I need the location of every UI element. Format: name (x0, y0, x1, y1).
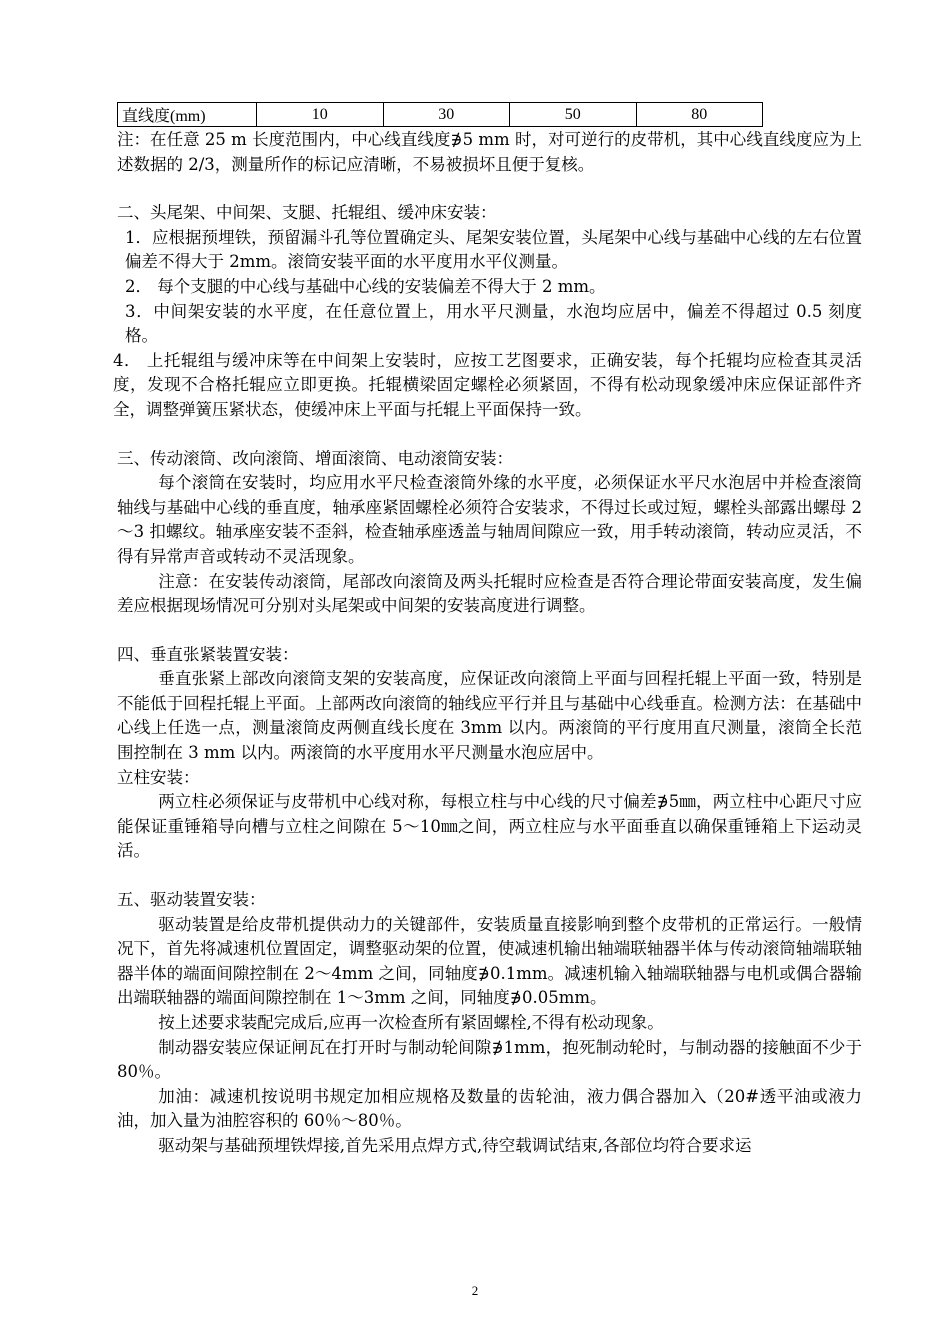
document-body (113, 128, 862, 1159)
paragraph: 垂直张紧上部改向滚筒支架的安装高度，应保证改向滚筒上平面与回程托辊上平面一致，特别是不能低于回程托辊上平面。上部两改向滚筒的轴线应平行并且与基础中心线垂直。检测方法：在基础中心线上任选一点，测量滚筒皮两侧直线长度在 3mm 以内。两滚筒的平行度用直尺测量，滚筒全长范围控制在 3 mm 以内。两滚筒的水平度用水平尺测量水泡应居中。 (117, 669, 862, 763)
paragraph: 注意：在安装传动滚筒，尾部改向滚筒及两头托辊时应检查是否符合理论带面安装高度，发生偏差应根据现场情况可分别对头尾架或中间架的安装高度进行调整。 (117, 571, 862, 616)
section-heading: 二、头尾架、中间架、支腿、托辊组、缓冲床安装： (117, 203, 497, 223)
paragraph: 4． 上托辊组与缓冲床等在中间架上安装时，应按工艺图要求，正确安装，每个托辊均应检查其灵活度，发现不合格托辊应立即更换。托辊横梁固定螺栓必须紧固，不得有松动现象缓冲床应保证部件齐全，调整弹簧压紧状态，使缓冲床上平面与托辊上平面保持一致。 (113, 350, 862, 419)
paragraph: 驱动架与基础预埋铁焊接,首先采用点焊方式,待空载调试结束,各部位均符合要求运 (158, 1135, 752, 1155)
table-cell: 80 (636, 103, 763, 127)
paragraph: 每个滚筒在安装时，均应用水平尺检查滚筒外缘的水平度，必须保证水平尺水泡居中并检查滚筒轴线与基础中心线的垂直度，轴承座紧固螺栓必须符合安装求，不得过长或过短，螺栓头部露出螺母 2～3 扣螺纹。轴承座安装不歪斜，检查轴承座透盖与轴周间隙应一致，用手转动滚筒，转动应灵活，不得有异常声音或转动不灵活现象。 (117, 473, 862, 566)
page-number: 2 (471, 1283, 479, 1298)
paragraph: 2． 每个支腿的中心线与基础中心线的安装偏差不得大于 2 mm。 (125, 276, 606, 296)
paragraph: 1．应根据预埋铁，预留漏斗孔等位置确定头、尾架安装位置，头尾架中心线与基础中心线的左右位置偏差不得大于 2mm。滚筒安装平面的水平度用水平仪测量。 (125, 227, 862, 272)
paragraph: 按上述要求装配完成后,应再一次检查所有紧固螺栓,不得有松动现象。 (158, 1013, 664, 1032)
table-cell: 10 (257, 103, 384, 127)
table-row (118, 103, 763, 127)
paragraph: 3．中间架安装的水平度，在任意位置上，用水平尺测量，水泡均应居中，偏差不得超过 0.5 刻度格。 (125, 301, 862, 346)
table-cell: 50 (510, 103, 637, 127)
note-paragraph: 注：在任意 25 m 长度范围内，中心线直线度∌5 mm 时，对可逆行的皮带机，其中心线直线度应为上述数据的 2/3，测量所作的标记应清晰，不易被损坏且便于复核。 (117, 130, 862, 174)
straightness-table (117, 102, 763, 127)
paragraph: 驱动装置是给皮带机提供动力的关键部件，安装质量直接影响到整个皮带机的正常运行。一般情况下，首先将减速机位置固定，调整驱动架的位置，使减速机输出轴端联轴器半体与传动滚筒轴端联轴器半体的端面间隙控制在 2～4mm 之间，同轴度∌0.1mm。减速机输入轴端联轴器与电机或偶合器输出端联轴器的端面间隙控制在 1～3mm 之间，同轴度∌0.05mm。 (117, 914, 862, 1008)
paragraph: 制动器安装应保证闸瓦在打开时与制动轮间隙∌1mm，抱死制动轮时，与制动器的接触面不少于 80％。 (117, 1037, 862, 1082)
paragraph: 加油：减速机按说明书规定加相应规格及数量的齿轮油，液力偶合器加入（20#透平油或液力油，加入量为油腔容积的 60％～80％。 (117, 1086, 862, 1131)
subsection-heading: 立柱安装： (117, 767, 200, 787)
paragraph: 两立柱必须保证与皮带机中心线对称，每根立柱与中心线的尺寸偏差∌5㎜，两立柱中心距尺寸应能保证重锤箱导向槽与立柱之间隙在 5～10㎜之间，两立柱应与水平面垂直以确保重锤箱上下运动灵活。 (117, 792, 862, 861)
table-header-cell: 直线度(mm) (118, 103, 257, 127)
table-cell: 30 (383, 103, 510, 127)
section-heading: 四、垂直张紧装置安装： (117, 644, 299, 664)
section-heading: 三、传动滚筒、改向滚筒、增面滚筒、电动滚筒安装： (117, 448, 513, 468)
section-heading: 五、驱动装置安装： (117, 890, 266, 910)
